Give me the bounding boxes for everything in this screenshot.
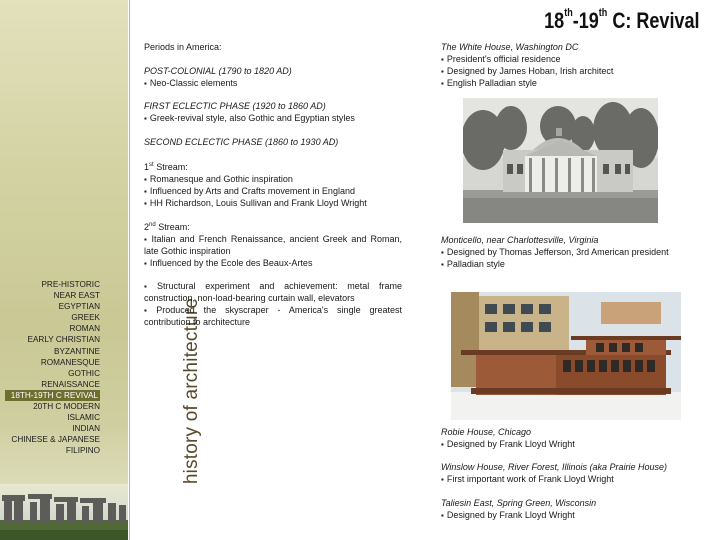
stream2-block — [144, 220, 402, 270]
post-colonial-title: POST-COLONIAL (1790 to 1820 AD) — [144, 66, 292, 76]
stonehenge-image — [0, 484, 128, 540]
taliesin-title: Taliesin East, Spring Green, Wisconsin — [441, 498, 597, 508]
structural-bullet: ▪ Produced the skyscraper - America's single greatest contribution to architecture — [144, 305, 402, 329]
nav-item-filipino[interactable]: FILIPINO — [65, 446, 100, 456]
white-house-bullet: ▪ Designed by James Hoban, Irish architect — [441, 66, 711, 78]
stream1-bullet: ▪ Romanesque and Gothic inspiration — [144, 174, 402, 186]
monticello-photo — [463, 98, 658, 223]
nav-item-romanesque[interactable]: ROMANESQUE — [40, 357, 100, 367]
first-eclectic-bullet: ▪ Greek-revival style, also Gothic and Egyptian styles — [144, 113, 402, 125]
sidebar-divider — [129, 0, 130, 540]
nav-item-20th-modern[interactable]: 20TH C MODERN — [33, 402, 100, 412]
white-house-title: The White House, Washington DC — [441, 42, 579, 52]
robie-bullet: ▪ Designed by Frank Lloyd Wright — [441, 439, 711, 451]
white-house-bullet: ▪ English Palladian style — [441, 78, 711, 90]
nav-item-chinese-japanese[interactable]: CHINESE & JAPANESE — [11, 435, 100, 445]
first-eclectic-block — [144, 101, 402, 125]
stream1-bullet: ▪ Influenced by Arts and Crafts movement in England — [144, 186, 402, 198]
nav-item-indian[interactable]: INDIAN — [72, 424, 100, 434]
structural-block — [144, 281, 402, 329]
nav-item-byzantine[interactable]: BYZANTINE — [54, 346, 100, 356]
second-eclectic-block — [144, 137, 402, 149]
post-colonial-block — [144, 66, 402, 90]
robie-house-photo — [451, 292, 681, 420]
robie-block — [441, 427, 711, 451]
nav-item-revival-active[interactable]: 18TH-19TH C REVIVAL — [5, 390, 100, 401]
nav-item-gothic[interactable]: GOTHIC — [68, 368, 100, 378]
post-colonial-bullet: ▪ Neo-Classic elements — [144, 78, 402, 90]
winslow-title: Winslow House, River Forest, Illinois (aka Prairie House) — [441, 462, 667, 472]
taliesin-block — [441, 498, 711, 522]
nav-item-greek[interactable]: GREEK — [71, 313, 100, 323]
periods-heading: Periods in America: — [144, 42, 222, 52]
second-eclectic-title: SECOND ECLECTIC PHASE (1860 to 1930 AD) — [144, 137, 339, 147]
stream1-heading: 1st Stream: — [144, 162, 188, 172]
page-title: 18th-19th C: Revival — [544, 7, 700, 33]
vertical-title: history of architecture — [181, 297, 202, 485]
taliesin-bullet: ▪ Designed by Frank Lloyd Wright — [441, 510, 711, 522]
winslow-block — [441, 462, 716, 486]
robie-title: Robie House, Chicago — [441, 427, 532, 437]
sidebar — [0, 0, 128, 540]
nav-item-islamic[interactable]: ISLAMIC — [67, 413, 100, 423]
winslow-bullet: ▪ First important work of Frank Lloyd Wright — [441, 474, 716, 486]
period-nav — [5, 279, 100, 457]
structural-bullet: ▪ Structural experiment and achievement: metal frame construction, non-load-bearing curtain wall, elevators — [144, 281, 402, 305]
stream1-bullet: ▪ HH Richardson, Louis Sullivan and Frank Lloyd Wright — [144, 198, 402, 210]
white-house-block — [441, 42, 711, 90]
stream1-block — [144, 160, 402, 210]
nav-item-roman[interactable]: ROMAN — [69, 324, 100, 334]
monticello-bullet: ▪ Designed by Thomas Jefferson, 3rd American president — [441, 247, 711, 259]
monticello-bullet: ▪ Palladian style — [441, 259, 711, 271]
nav-item-renaissance[interactable]: RENAISSANCE — [41, 379, 100, 389]
stream2-bullet: ▪ Influenced by the Ecole des Beaux-Artes — [144, 258, 402, 270]
nav-item-near-east[interactable]: NEAR EAST — [53, 291, 100, 301]
first-eclectic-title: FIRST ECLECTIC PHASE (1920 to 1860 AD) — [144, 101, 326, 111]
white-house-bullet: ▪ President's official residence — [441, 54, 711, 66]
monticello-title: Monticello, near Charlottesville, Virginia — [441, 235, 599, 245]
nav-item-egyptian[interactable]: EGYPTIAN — [58, 302, 100, 312]
stream2-heading: 2nd Stream: — [144, 222, 190, 232]
nav-item-prehistoric[interactable]: PRE-HISTORIC — [41, 280, 100, 289]
monticello-block — [441, 235, 711, 271]
stream2-bullet: ▪ Italian and French Renaissance, ancient Greek and Roman, late Gothic inspiration — [144, 234, 402, 258]
nav-item-early-christian[interactable]: EARLY CHRISTIAN — [27, 335, 100, 345]
periods-heading-block — [144, 42, 402, 54]
